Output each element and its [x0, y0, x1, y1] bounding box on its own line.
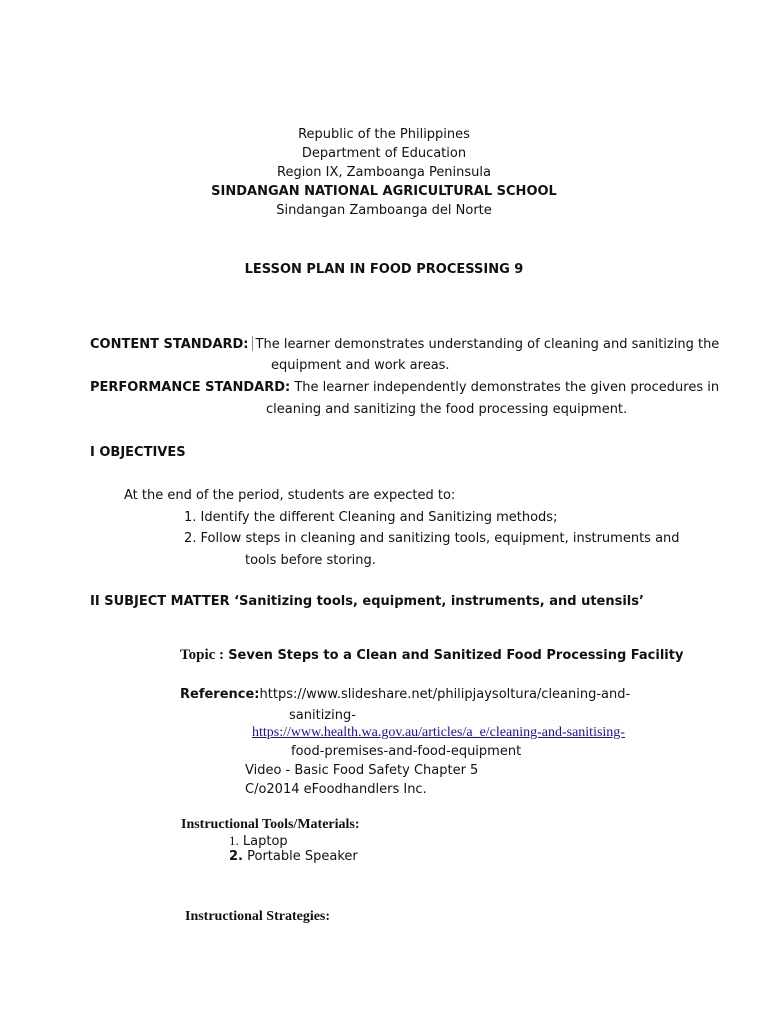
- performance-standard-text: The learner independently demonstrates the given procedures in: [294, 380, 720, 395]
- objectives-heading: I OBJECTIVES: [90, 445, 186, 460]
- content-standard-text: The learner demonstrates understanding of cleaning and sanitizing the: [255, 337, 720, 352]
- performance-standard-continued: cleaning and sanitizing the food processing equipment.: [266, 402, 628, 417]
- objective-item-2: 2. Follow steps in cleaning and sanitizing tools, equipment, instruments and: [184, 531, 680, 546]
- reference-link-2-continued[interactable]: food-premises-and-food-equipment: [291, 744, 522, 759]
- text-cursor: [252, 336, 253, 351]
- header-school: SINDANGAN NATIONAL AGRICULTURAL SCHOOL: [211, 184, 557, 199]
- objectives-intro: At the end of the period, students are expected to:: [124, 488, 456, 503]
- header-address: Sindangan Zamboanga del Norte: [276, 203, 492, 218]
- content-standard: [90, 336, 719, 354]
- content-standard-continued: equipment and work areas.: [271, 358, 450, 373]
- content-standard-label: CONTENT STANDARD:: [90, 337, 249, 352]
- header-country: Republic of the Philippines: [298, 127, 470, 142]
- strategies-heading: Instructional Strategies:: [185, 909, 331, 924]
- performance-standard-label: PERFORMANCE STANDARD:: [90, 380, 291, 395]
- materials-item-2-text: Portable Speaker: [247, 849, 358, 864]
- objective-item-1: 1. Identify the different Cleaning and Sanitizing methods;: [184, 510, 558, 525]
- topic-text: Seven Steps to a Clean and Sanitized Food Processing Facility: [228, 648, 684, 663]
- materials-item-1-number: 1.: [229, 833, 239, 848]
- reference-line: [180, 686, 630, 704]
- materials-item-2: [229, 848, 358, 866]
- topic-line: [180, 646, 683, 665]
- reference-link-2[interactable]: https://www.health.wa.gov.au/articles/a_e/cleaning-and-sanitising-: [252, 725, 625, 740]
- reference-credit: C/o2014 eFoodhandlers Inc.: [245, 782, 427, 797]
- objective-item-2-continued: tools before storing.: [245, 553, 376, 568]
- materials-item-2-number: 2.: [229, 849, 243, 864]
- header-region: Region IX, Zamboanga Peninsula: [277, 165, 491, 180]
- materials-item-1-text: Laptop: [242, 834, 288, 849]
- materials-heading: Instructional Tools/Materials:: [181, 817, 360, 832]
- reference-video: Video - Basic Food Safety Chapter 5: [245, 763, 479, 778]
- lesson-plan-title: LESSON PLAN IN FOOD PROCESSING 9: [244, 262, 524, 277]
- reference-url-1-continued[interactable]: sanitizing-: [289, 708, 356, 723]
- performance-standard: [90, 379, 719, 397]
- reference-url-1[interactable]: https://www.slideshare.net/philipjaysoltura/cleaning-and-: [259, 687, 631, 702]
- header-department: Department of Education: [301, 146, 467, 161]
- topic-label: Topic :: [180, 647, 225, 663]
- subject-matter-heading: II SUBJECT MATTER ‘Sanitizing tools, equipment, instruments, and utensils’: [90, 594, 644, 609]
- reference-label: Reference:: [180, 687, 260, 702]
